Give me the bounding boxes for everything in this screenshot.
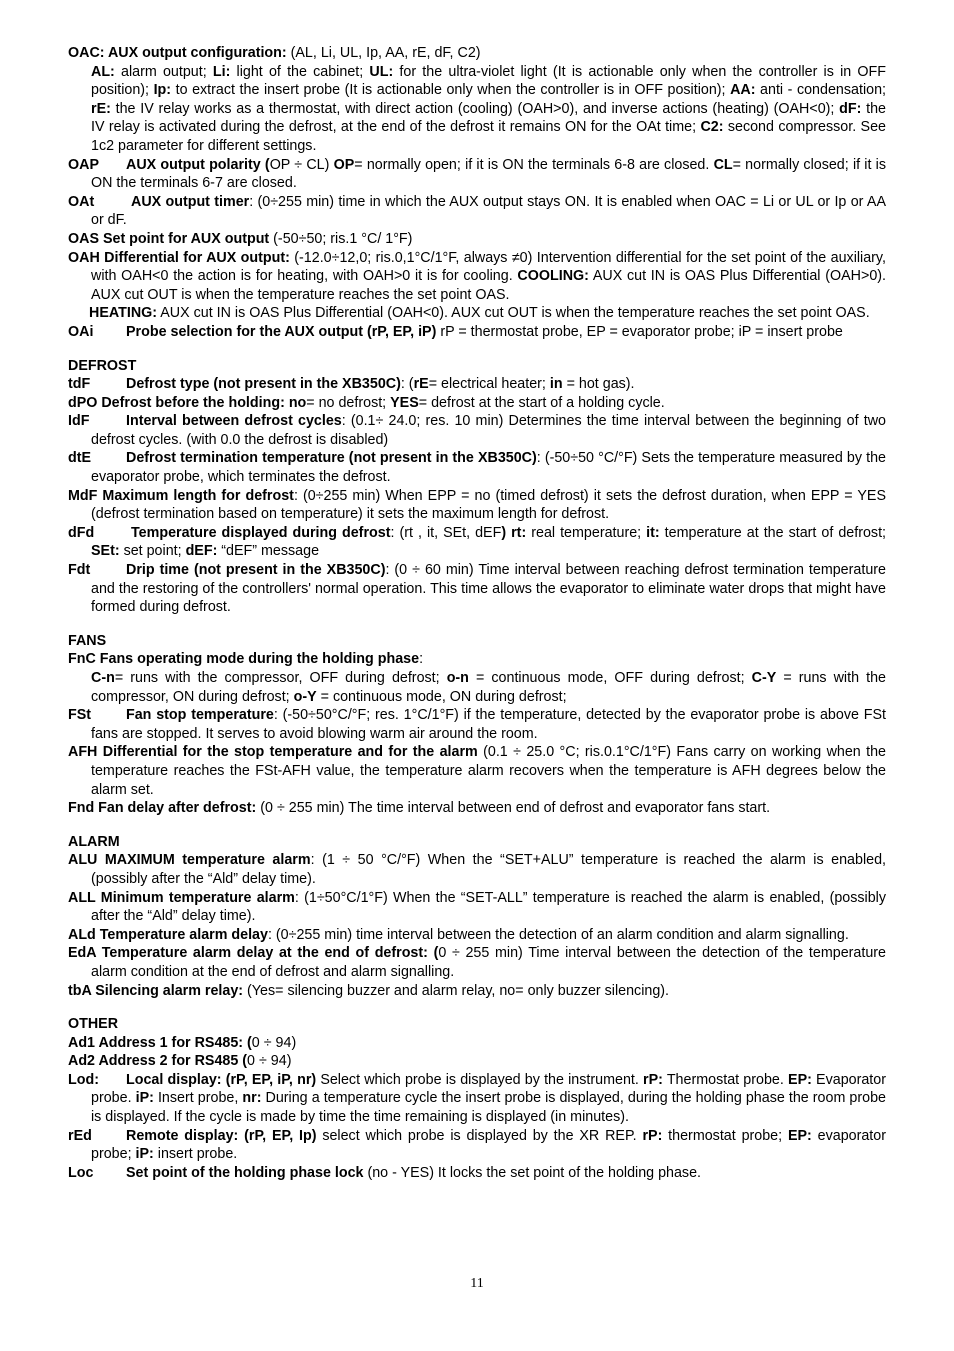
param-oat: OAt AUX output timer: (0÷255 min) time in which the AUX output stays ON. It is enabled when OAC = Li or UL or Ip or AA or dF. [68,193,886,229]
param-oas: OAS Set point for AUX output (-50÷50; ris.1 °C/ 1°F) [68,230,413,247]
param-oac: OAC: AUX output configuration: (AL, Li, UL, Ip, AA, rE, dF, C2) [68,45,481,61]
param-oac-description: AL: alarm output; Li: light of the cabinet; UL: for the ultra-violet light (It is actionable only when the controller is in OFF position); Ip: to extract the insert probe (It is actionable only when the controller is in OFF position); AA: anti - condensation; rE: the IV relay works as a thermostat, with direct action (cooling) (OAH>0), and inverse actions (heating) (OAH<0); dF: the IV relay is activated during the defrost, at the end of the defrost it remains ON for the OAt time; C2: second compressor. See 1c2 parameter for different settings. [91,63,886,154]
param-tba: tbA Silencing alarm relay: (Yes= silencing buzzer and alarm relay, no= only buzzer silencing). [68,982,670,999]
param-fnc-description: C-n= runs with the compressor, OFF during defrost; o-n = continuous mode, OFF during defrost; C-Y = runs with the compressor, ON during defrost; o-Y = continuous mode, ON during defrost; [91,670,886,705]
page-number: 11 [470,1276,484,1291]
param-tdf: tdF Defrost type (not present in the XB350C): (rE= electrical heater; in = hot gas). [68,376,635,393]
param-mdf: MdF Maximum length for defrost: (0÷255 min) When EPP = no (timed defrost) it sets the defrost duration, when EPP = YES (defrost termination based on temperature) it sets the maximum length for defrost. [68,487,886,523]
param-red: rEd Remote display: (rP, EP, Ip) select which probe is displayed by the XR REP. rP: thermostat probe; EP: evaporator probe; iP: insert probe. [68,1127,886,1163]
section-heading-alarm: ALARM [68,833,120,850]
param-all: ALL Minimum temperature alarm: (1÷50°C/1°F) When the “SET-ALL” temperature is reached the alarm is enabled, (possibly after the “Ald” delay time). [68,889,886,925]
param-ad1: Ad1 Address 1 for RS485: (0 ÷ 94) [68,1034,297,1051]
param-ad2: Ad2 Address 2 for RS485 (0 ÷ 94) [68,1053,292,1070]
param-oap: OAP AUX output polarity (OP ÷ CL) OP= normally open; if it is ON the terminals 6-8 are closed. CL= normally closed; if it is ON the terminals 6-7 are closed. [68,156,886,192]
param-fst: FSt Fan stop temperature: (-50÷50°C/°F; res. 1°C/1°F) if the temperature, detected by the evaporator probe is above FSt fans are stopped. It serves to avoid blowing warm air around the room. [68,707,886,742]
param-oah-heating: HEATING: AUX cut IN is OAS Plus Differential (OAH<0). AUX cut OUT is when the temperature reaches the set point OAS. [89,305,870,322]
param-lod: Lod: Local display: (rP, EP, iP, nr) Select which probe is displayed by the instrument. rP: Thermostat probe. EP: Evaporator probe. iP: Insert probe, nr: During a temperature cycle the insert probe is displayed, during the holding phase the room probe is displayed. If the cycle is made by time the time remaining is displayed (in minutes). [68,1071,887,1126]
param-afh: AFH Differential for the stop temperature and for the alarm (0.1 ÷ 25.0 °C; ris.0.1°C/1°F) Fans carry on working when the temperature reaches the FSt-AFH value, the temperature alarm recovers when the temperature is AFH degrees below the alarm set. [68,744,886,798]
param-dfd: dFd Temperature displayed during defrost: (rt , it, SEt, dEF) rt: real temperature; it: temperature at the start of defrost; SEt: set point; dEF: “dEF” message [68,524,887,560]
section-heading-other: OTHER [68,1016,119,1033]
param-ald: ALd Temperature alarm delay: (0÷255 min) time interval between the detection of an alarm condition and alarm signalling. [68,926,849,943]
param-fnc: FnC Fans operating mode during the holding phase: [68,651,424,668]
param-dpo: dPO Defrost before the holding: no= no defrost; YES= defrost at the start of a holding cycle. [68,394,665,411]
param-oah: OAH Differential for AUX output: (-12.0÷12,0; ris.0,1°C/1°F, always ≠0) Intervention differential for the set point of the auxiliary, with OAH<0 the action is for heating, with OAH>0 it is for cooling. COOLING: AUX cut IN is OAS Plus Differential (OAH>0). AUX cut OUT is when the temperature reaches the set point OAS. [68,249,887,303]
param-loc: Loc Set point of the holding phase lock (no - YES) It locks the set point of the holding phase. [68,1164,701,1181]
section-heading-defrost: DEFROST [68,357,137,374]
param-alu: ALU MAXIMUM temperature alarm: (1 ÷ 50 °C/°F) When the “SET+ALU” temperature is reached the alarm is enabled, (possibly after the “Ald” delay time). [68,852,887,887]
param-idf: IdF Interval between defrost cycles: (0.1÷ 24.0; res. 10 min) Determines the time interval between the beginning of two defrost cycles. (with 0.0 the defrost is disabled) [68,413,886,448]
param-eda: EdA Temperature alarm delay at the end of defrost: (0 ÷ 255 min) Time interval between the detection of the temperature alarm condition at the end of defrost and alarm signalling. [68,945,886,980]
document-page [68,44,886,1182]
section-heading-fans: FANS [68,632,107,649]
param-dte: dtE Defrost termination temperature (not present in the XB350C): (-50÷50 °C/°F) Sets the temperature measured by the evaporator probe, which terminates the defrost. [68,450,886,486]
param-fdt: Fdt Drip time (not present in the XB350C): (0 ÷ 60 min) Time interval between reaching defrost termination temperature and the restoring of the controllers' normal operation. This time allows the evaporator to eliminate water drops that might have formed during defrost. [68,562,886,616]
param-fnd: Fnd Fan delay after defrost: (0 ÷ 255 min) The time interval between end of defrost and evaporator fans start. [68,800,771,817]
param-oai: OAi Probe selection for the AUX output (rP, EP, iP) rP = thermostat probe, EP = evaporator probe; iP = insert probe [68,323,843,340]
